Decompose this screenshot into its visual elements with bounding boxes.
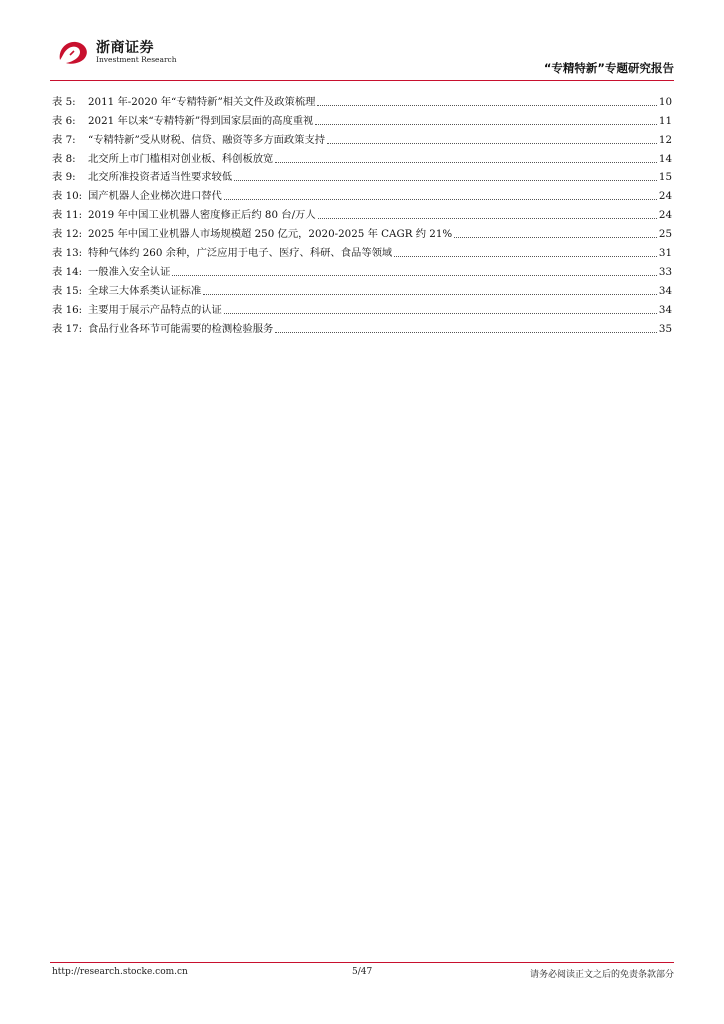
toc-leader-dots <box>454 236 657 238</box>
toc-entry[interactable] <box>52 147 672 166</box>
toc-entry-page: 35 <box>658 322 672 335</box>
toc-entry[interactable] <box>52 184 672 203</box>
report-title: “专精特新”专题研究报告 <box>543 61 674 75</box>
toc-entry-title: 特种气体约 260 余种，广泛应用于电子、医疗、科研、食品等领域 <box>88 247 393 260</box>
toc-entry-label: 表 5: <box>52 95 76 108</box>
toc-entry-page: 10 <box>658 95 672 108</box>
table-list <box>52 90 672 336</box>
toc-entry-page: 33 <box>658 265 672 278</box>
toc-entry-label: 表 10: <box>52 190 83 203</box>
toc-leader-dots <box>327 142 657 144</box>
toc-entry[interactable] <box>52 260 672 279</box>
toc-entry[interactable] <box>52 203 672 222</box>
toc-entry[interactable] <box>52 90 672 109</box>
toc-entry-label: 表 16: <box>52 303 83 316</box>
toc-entry-page: 24 <box>658 209 672 222</box>
toc-leader-dots <box>172 274 657 276</box>
toc-entry-label: 表 17: <box>52 322 83 335</box>
toc-entry-label: 表 6: <box>52 114 76 127</box>
toc-entry-title: 2021 年以来“专精特新”得到国家层面的高度重视 <box>88 114 314 127</box>
toc-entry-title: 食品行业各环节可能需要的检测检验服务 <box>88 322 274 335</box>
toc-entry-page: 31 <box>658 247 672 260</box>
toc-leader-dots <box>318 217 657 219</box>
toc-leader-dots <box>234 179 657 181</box>
toc-entry-title: 北交所准投资者适当性要求较低 <box>88 171 233 184</box>
logo-english-name: Investment Research <box>96 55 177 64</box>
toc-entry-title: “专精特新”受从财税、信贷、融资等多方面政策支持 <box>88 133 326 146</box>
toc-entry-label: 表 7: <box>52 133 76 146</box>
toc-leader-dots <box>315 123 657 125</box>
toc-entry-page: 34 <box>658 303 672 316</box>
toc-entry-label: 表 8: <box>52 152 76 165</box>
toc-entry-label: 表 14: <box>52 265 83 278</box>
toc-leader-dots <box>317 104 656 106</box>
toc-leader-dots <box>275 161 657 163</box>
toc-entry[interactable] <box>52 166 672 185</box>
logo-icon <box>56 38 90 66</box>
toc-entry[interactable] <box>52 317 672 336</box>
toc-entry-title: 主要用于展示产品特点的认证 <box>88 303 222 316</box>
page-header <box>50 34 674 80</box>
toc-leader-dots <box>394 255 657 257</box>
toc-entry-label: 表 15: <box>52 284 83 297</box>
toc-entry-title: 全球三大体系类认证标准 <box>88 284 202 297</box>
page-number: 5/47 <box>352 967 373 977</box>
toc-entry[interactable] <box>52 241 672 260</box>
toc-entry[interactable] <box>52 128 672 147</box>
toc-entry-page: 24 <box>658 190 672 203</box>
toc-entry-title: 一般准入安全认证 <box>88 265 171 278</box>
toc-entry-label: 表 12: <box>52 228 83 241</box>
toc-entry-page: 14 <box>658 152 672 165</box>
toc-entry-label: 表 11: <box>52 209 83 222</box>
toc-entry-title: 北交所上市门槛相对创业板、科创板放宽 <box>88 152 274 165</box>
toc-entry-page: 34 <box>658 284 672 297</box>
toc-entry-title: 国产机器人企业梯次进口替代 <box>88 190 222 203</box>
toc-entry[interactable] <box>52 298 672 317</box>
footer-website-link[interactable]: http://research.stocke.com.cn <box>52 967 188 977</box>
toc-leader-dots <box>224 198 657 200</box>
toc-leader-dots <box>275 331 657 333</box>
toc-entry-page: 12 <box>658 133 672 146</box>
toc-entry-title: 2025 年中国工业机器人市场规模超 250 亿元，2020-2025 年 CAGR 约 21% <box>88 228 453 241</box>
toc-entry-title: 2011 年-2020 年“专精特新”相关文件及政策梳理 <box>88 95 316 108</box>
toc-entry-page: 15 <box>658 171 672 184</box>
logo-chinese-name: 浙商证券 <box>96 40 154 56</box>
footer-divider <box>50 962 674 963</box>
toc-entry-label: 表 13: <box>52 247 83 260</box>
toc-entry-label: 表 9: <box>52 171 76 184</box>
toc-entry-page: 11 <box>658 114 672 127</box>
toc-entry[interactable] <box>52 279 672 298</box>
toc-entry-title: 2019 年中国工业机器人密度修正后约 80 台/万人 <box>88 209 316 222</box>
toc-leader-dots <box>224 312 657 314</box>
header-divider <box>50 80 674 81</box>
toc-entry[interactable] <box>52 109 672 128</box>
disclaimer-note: 请务必阅读正文之后的免责条款部分 <box>529 970 674 980</box>
toc-entry[interactable] <box>52 222 672 241</box>
toc-entry-page: 25 <box>658 228 672 241</box>
toc-leader-dots <box>203 293 657 295</box>
